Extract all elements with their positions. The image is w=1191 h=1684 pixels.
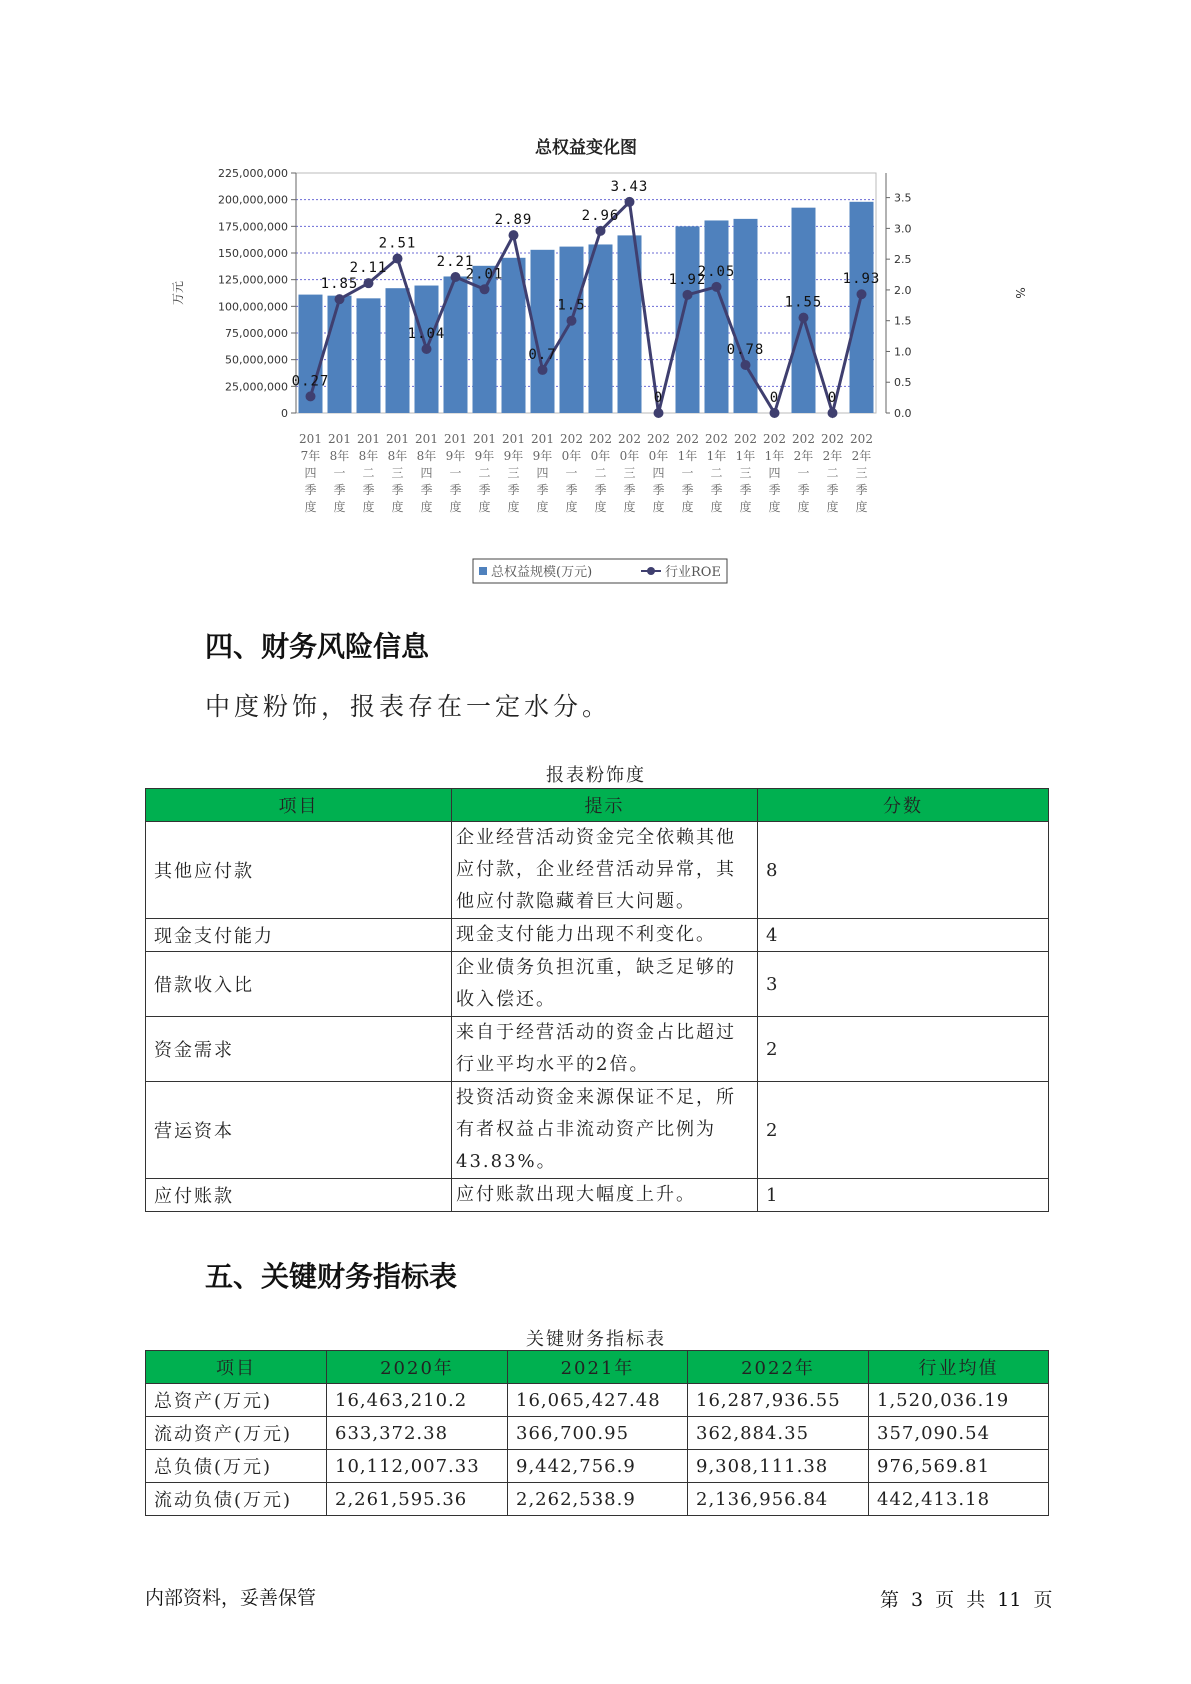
footer-confidential-note: 内部资料，妥善保管 — [145, 1587, 317, 1609]
roe-point — [625, 197, 635, 207]
risk-item: 应付账款 — [146, 1179, 452, 1212]
roe-data-label: 0.27 — [291, 373, 330, 390]
x-axis-tick-label: 度 — [710, 500, 723, 514]
x-axis-tick-label: 一 — [449, 466, 462, 480]
x-axis-tick-label: 一 — [565, 466, 578, 480]
x-axis-tick-label: 9年 — [474, 449, 495, 463]
x-axis-tick-label: 度 — [333, 500, 346, 514]
roe-point — [857, 289, 867, 299]
x-axis-tick-label: 202 — [792, 432, 815, 446]
right-axis-tick-label: 1.5 — [894, 314, 912, 328]
roe-data-label: 2.11 — [349, 260, 388, 277]
x-axis-tick-label: 2年 — [793, 449, 814, 463]
chart-bar — [850, 202, 874, 413]
x-axis-tick-label: 四 — [536, 466, 549, 480]
x-axis-tick-label: 度 — [565, 500, 578, 514]
x-axis-tick-label: 201 — [473, 432, 496, 446]
roe-data-label: 0 — [769, 390, 780, 406]
x-axis-tick-label: 202 — [618, 432, 641, 446]
left-axis-tick-label: 225,000,000 — [218, 167, 288, 180]
x-axis-tick-label: 7年 — [300, 449, 321, 463]
risk-score: 1 — [758, 1179, 1049, 1212]
x-axis-tick-label: 1年 — [677, 449, 698, 463]
x-axis-tick-label: 0年 — [619, 449, 640, 463]
kpi-header-2022: 2022年 — [688, 1351, 869, 1384]
x-axis-tick-label: 季 — [565, 483, 578, 497]
x-axis-tick-label: 三 — [855, 466, 868, 480]
kpi-value: 442,413.18 — [869, 1483, 1049, 1516]
risk-summary-text: 中度粉饰，报表存在一定水分。 — [205, 692, 612, 721]
x-axis-tick-label: 度 — [449, 500, 462, 514]
x-axis-tick-label: 四 — [768, 466, 781, 480]
chart-bar — [560, 247, 584, 413]
x-axis-tick-label: 度 — [652, 500, 665, 514]
roe-point — [422, 344, 432, 354]
roe-data-label: 0.7 — [528, 346, 557, 363]
risk-score: 4 — [758, 919, 1049, 952]
risk-item: 其他应付款 — [146, 822, 452, 919]
kpi-table-caption: 关键财务指标表 — [526, 1329, 666, 1350]
x-axis-tick-label: 四 — [420, 466, 433, 480]
roe-point — [509, 230, 519, 240]
chart-bar — [357, 298, 381, 413]
kpi-value: 1,520,036.19 — [869, 1384, 1049, 1417]
roe-data-label: 0 — [653, 390, 664, 406]
x-axis-tick-label: 四 — [652, 466, 665, 480]
kpi-table-header-row — [146, 1351, 1049, 1384]
x-axis-tick-label: 季 — [623, 483, 636, 497]
roe-data-label: 2.89 — [494, 212, 533, 229]
footer-page-number: 第 3 页 共 11 页 — [880, 1589, 1053, 1611]
x-axis-tick-label: 二 — [478, 466, 491, 480]
kpi-value: 16,287,936.55 — [688, 1384, 869, 1417]
roe-data-label: 3.43 — [610, 178, 649, 195]
x-axis-tick-label: 季 — [739, 483, 752, 497]
roe-point — [799, 313, 809, 323]
x-axis-tick-label: 度 — [507, 500, 520, 514]
table-row — [146, 1483, 1049, 1516]
kpi-item: 总资产(万元) — [146, 1384, 327, 1417]
roe-point — [770, 408, 780, 418]
risk-header-tip: 提示 — [452, 789, 758, 822]
risk-item: 借款收入比 — [146, 952, 452, 1017]
roe-data-label: 1.04 — [407, 326, 446, 342]
x-axis-tick-label: 8年 — [329, 449, 350, 463]
x-axis-tick-label: 202 — [589, 432, 612, 446]
left-axis-tick-label: 200,000,000 — [218, 193, 288, 207]
x-axis-tick-label: 三 — [623, 466, 636, 480]
x-axis-tick-label: 一 — [681, 466, 694, 480]
x-axis-tick-label: 三 — [739, 466, 752, 480]
x-axis-tick-label: 度 — [536, 500, 549, 514]
roe-point — [567, 316, 577, 326]
risk-score: 3 — [758, 952, 1049, 1017]
risk-item: 营运资本 — [146, 1082, 452, 1179]
left-axis-tick-label: 0 — [281, 407, 288, 420]
chart-bar — [705, 220, 729, 413]
kpi-value: 2,136,956.84 — [688, 1483, 869, 1516]
x-axis-tick-label: 度 — [420, 500, 433, 514]
roe-point — [828, 408, 838, 418]
risk-score: 2 — [758, 1082, 1049, 1179]
risk-header-score: 分数 — [758, 789, 1049, 822]
table-row — [146, 822, 1049, 919]
x-axis-tick-label: 二 — [710, 466, 723, 480]
chart-bar — [676, 226, 700, 413]
x-axis-tick-label: 0年 — [590, 449, 611, 463]
chart-bar — [328, 296, 352, 413]
x-axis-tick-label: 季 — [536, 483, 549, 497]
roe-point — [480, 284, 490, 294]
roe-point — [741, 360, 751, 370]
roe-point — [306, 391, 316, 401]
legend-bar-swatch — [479, 567, 487, 575]
risk-tip: 投资活动资金来源保证不足，所有者权益占非流动资产比例为43.83%。 — [452, 1082, 758, 1179]
roe-point — [335, 294, 345, 304]
x-axis-tick-label: 度 — [478, 500, 491, 514]
x-axis-tick-label: 季 — [391, 483, 404, 497]
kpi-value: 10,112,007.33 — [327, 1450, 508, 1483]
risk-table-caption: 报表粉饰度 — [546, 765, 646, 786]
equity-chart-svg — [170, 135, 1030, 595]
x-axis-tick-label: 202 — [560, 432, 583, 446]
right-axis-tick-label: 2.0 — [894, 283, 912, 297]
right-axis-tick-label: 0.0 — [894, 407, 912, 420]
risk-table-header-row — [146, 789, 1049, 822]
risk-item: 现金支付能力 — [146, 919, 452, 952]
table-row — [146, 1082, 1049, 1179]
x-axis-tick-label: 8年 — [358, 449, 379, 463]
x-axis-tick-label: 0年 — [648, 449, 669, 463]
x-axis-tick-label: 2年 — [851, 449, 872, 463]
x-axis-tick-label: 度 — [391, 500, 404, 514]
roe-point — [364, 278, 374, 288]
roe-data-label: 1.85 — [320, 276, 359, 293]
x-axis-tick-label: 度 — [855, 500, 868, 514]
risk-tip: 现金支付能力出现不利变化。 — [452, 919, 758, 952]
left-axis-tick-label: 100,000,000 — [218, 300, 288, 314]
roe-data-label: 1.92 — [668, 271, 707, 288]
left-axis-tick-label: 50,000,000 — [225, 353, 288, 367]
x-axis-tick-label: 2年 — [822, 449, 843, 463]
kpi-header-2021: 2021年 — [508, 1351, 688, 1384]
x-axis-tick-label: 季 — [478, 483, 491, 497]
x-axis-tick-label: 度 — [594, 500, 607, 514]
x-axis-tick-label: 三 — [391, 466, 404, 480]
risk-item: 资金需求 — [146, 1017, 452, 1082]
x-axis-tick-label: 季 — [768, 483, 781, 497]
kpi-value: 362,884.35 — [688, 1417, 869, 1450]
x-axis-tick-label: 9年 — [445, 449, 466, 463]
x-axis-tick-label: 201 — [299, 432, 322, 446]
kpi-item: 总负债(万元) — [146, 1450, 327, 1483]
legend-bar-label: 总权益规模(万元) — [491, 565, 593, 580]
kpi-value: 9,308,111.38 — [688, 1450, 869, 1483]
roe-data-label: 0 — [827, 390, 838, 406]
x-axis-tick-label: 季 — [362, 483, 375, 497]
x-axis-tick-label: 201 — [502, 432, 525, 446]
chart-title: 总权益变化图 — [535, 138, 637, 158]
x-axis-tick-label: 二 — [826, 466, 839, 480]
left-axis-tick-label: 175,000,000 — [218, 220, 288, 234]
x-axis-tick-label: 202 — [821, 432, 844, 446]
kpi-value: 633,372.38 — [327, 1417, 508, 1450]
legend-line-marker — [647, 567, 655, 575]
risk-tip: 来自于经营活动的资金占比超过行业平均水平的2倍。 — [452, 1017, 758, 1082]
x-axis-tick-label: 201 — [444, 432, 467, 446]
x-axis-tick-label: 一 — [797, 466, 810, 480]
right-axis-tick-label: 3.5 — [894, 191, 912, 205]
x-axis-tick-label: 1年 — [706, 449, 727, 463]
risk-score: 2 — [758, 1017, 1049, 1082]
x-axis-tick-label: 度 — [623, 500, 636, 514]
roe-point — [451, 272, 461, 282]
x-axis-tick-label: 0年 — [561, 449, 582, 463]
roe-data-label: 2.01 — [465, 266, 504, 283]
table-row — [146, 1179, 1049, 1212]
kpi-value: 9,442,756.9 — [508, 1450, 688, 1483]
kpi-value: 2,261,595.36 — [327, 1483, 508, 1516]
right-axis-tick-label: 1.0 — [894, 345, 912, 359]
x-axis-tick-label: 1年 — [764, 449, 785, 463]
risk-header-item: 项目 — [146, 789, 452, 822]
equity-chart — [170, 135, 1030, 595]
right-axis-title: % — [1013, 287, 1027, 299]
roe-point — [683, 290, 693, 300]
x-axis-tick-label: 四 — [304, 466, 317, 480]
left-axis-tick-label: 150,000,000 — [218, 247, 288, 260]
risk-table — [145, 788, 1049, 1212]
x-axis-tick-label: 季 — [681, 483, 694, 497]
right-axis-tick-label: 3.0 — [894, 222, 912, 236]
left-axis-tick-label: 125,000,000 — [218, 273, 288, 287]
x-axis-tick-label: 202 — [705, 432, 728, 446]
roe-data-label: 2.05 — [697, 263, 736, 280]
roe-data-label: 0.78 — [726, 342, 765, 358]
kpi-item: 流动负债(万元) — [146, 1483, 327, 1516]
left-axis-title: 万元 — [171, 280, 185, 306]
legend-line-label: 行业ROE — [665, 565, 721, 580]
roe-data-label: 2.51 — [378, 235, 417, 252]
roe-point — [596, 226, 606, 236]
x-axis-tick-label: 201 — [531, 432, 554, 446]
x-axis-tick-label: 季 — [594, 483, 607, 497]
kpi-value: 976,569.81 — [869, 1450, 1049, 1483]
x-axis-tick-label: 季 — [826, 483, 839, 497]
x-axis-tick-label: 季 — [710, 483, 723, 497]
x-axis-tick-label: 8年 — [416, 449, 437, 463]
x-axis-tick-label: 季 — [333, 483, 346, 497]
x-axis-tick-label: 8年 — [387, 449, 408, 463]
roe-point — [538, 365, 548, 375]
x-axis-tick-label: 度 — [681, 500, 694, 514]
kpi-header-2020: 2020年 — [327, 1351, 508, 1384]
table-row — [146, 952, 1049, 1017]
right-axis-tick-label: 0.5 — [894, 376, 912, 390]
x-axis-tick-label: 二 — [362, 466, 375, 480]
kpi-value: 366,700.95 — [508, 1417, 688, 1450]
x-axis-tick-label: 度 — [304, 500, 317, 514]
table-row — [146, 919, 1049, 952]
table-row — [146, 1450, 1049, 1483]
risk-score: 8 — [758, 822, 1049, 919]
x-axis-tick-label: 201 — [357, 432, 380, 446]
table-row — [146, 1417, 1049, 1450]
left-axis-tick-label: 75,000,000 — [225, 327, 288, 340]
x-axis-tick-label: 度 — [768, 500, 781, 514]
x-axis-tick-label: 度 — [797, 500, 810, 514]
x-axis-tick-label: 一 — [333, 466, 346, 480]
x-axis-tick-label: 季 — [855, 483, 868, 497]
risk-tip: 企业债务负担沉重，缺乏足够的收入偿还。 — [452, 952, 758, 1017]
roe-data-label: 2.21 — [436, 254, 475, 270]
x-axis-tick-label: 二 — [594, 466, 607, 480]
x-axis-tick-label: 1年 — [735, 449, 756, 463]
roe-point — [393, 254, 403, 264]
x-axis-tick-label: 201 — [386, 432, 409, 446]
risk-tip: 企业经营活动资金完全依赖其他应付款，企业经营活动异常，其他应付款隐藏着巨大问题。 — [452, 822, 758, 919]
kpi-value: 2,262,538.9 — [508, 1483, 688, 1516]
kpi-header-industry-avg: 行业均值 — [869, 1351, 1049, 1384]
x-axis-tick-label: 202 — [647, 432, 670, 446]
x-axis-tick-label: 度 — [362, 500, 375, 514]
x-axis-tick-label: 季 — [797, 483, 810, 497]
x-axis-tick-label: 季 — [507, 483, 520, 497]
table-row — [146, 1384, 1049, 1417]
x-axis-tick-label: 9年 — [532, 449, 553, 463]
kpi-value: 16,463,210.2 — [327, 1384, 508, 1417]
x-axis-tick-label: 202 — [734, 432, 757, 446]
x-axis-tick-label: 度 — [739, 500, 752, 514]
kpi-item: 流动资产(万元) — [146, 1417, 327, 1450]
x-axis-tick-label: 201 — [415, 432, 438, 446]
roe-data-label: 2.96 — [581, 207, 620, 224]
roe-point — [712, 282, 722, 292]
x-axis-tick-label: 201 — [328, 432, 351, 446]
kpi-header-item: 项目 — [146, 1351, 327, 1384]
roe-data-label: 1.93 — [842, 271, 881, 288]
x-axis-tick-label: 202 — [763, 432, 786, 446]
chart-bar — [734, 219, 758, 413]
kpi-value: 357,090.54 — [869, 1417, 1049, 1450]
section-heading-financial-risk: 四、财务风险信息 — [205, 630, 430, 663]
chart-bar — [386, 288, 410, 413]
roe-point — [654, 408, 664, 418]
x-axis-tick-label: 202 — [676, 432, 699, 446]
right-axis-tick-label: 2.5 — [894, 253, 912, 267]
x-axis-tick-label: 9年 — [503, 449, 524, 463]
kpi-table — [145, 1350, 1049, 1516]
chart-bar — [589, 244, 613, 413]
roe-data-label: 1.5 — [557, 297, 586, 314]
x-axis-tick-label: 季 — [449, 483, 462, 497]
x-axis-tick-label: 度 — [826, 500, 839, 514]
table-row — [146, 1017, 1049, 1082]
x-axis-tick-label: 季 — [304, 483, 317, 497]
section-heading-key-indicators: 五、关键财务指标表 — [205, 1260, 458, 1293]
x-axis-tick-label: 202 — [850, 432, 873, 446]
left-axis-tick-label: 25,000,000 — [225, 380, 288, 394]
x-axis-tick-label: 季 — [652, 483, 665, 497]
risk-tip: 应付账款出现大幅度上升。 — [452, 1179, 758, 1212]
x-axis-tick-label: 三 — [507, 466, 520, 480]
kpi-value: 16,065,427.48 — [508, 1384, 688, 1417]
roe-data-label: 1.55 — [784, 294, 823, 311]
x-axis-tick-label: 季 — [420, 483, 433, 497]
